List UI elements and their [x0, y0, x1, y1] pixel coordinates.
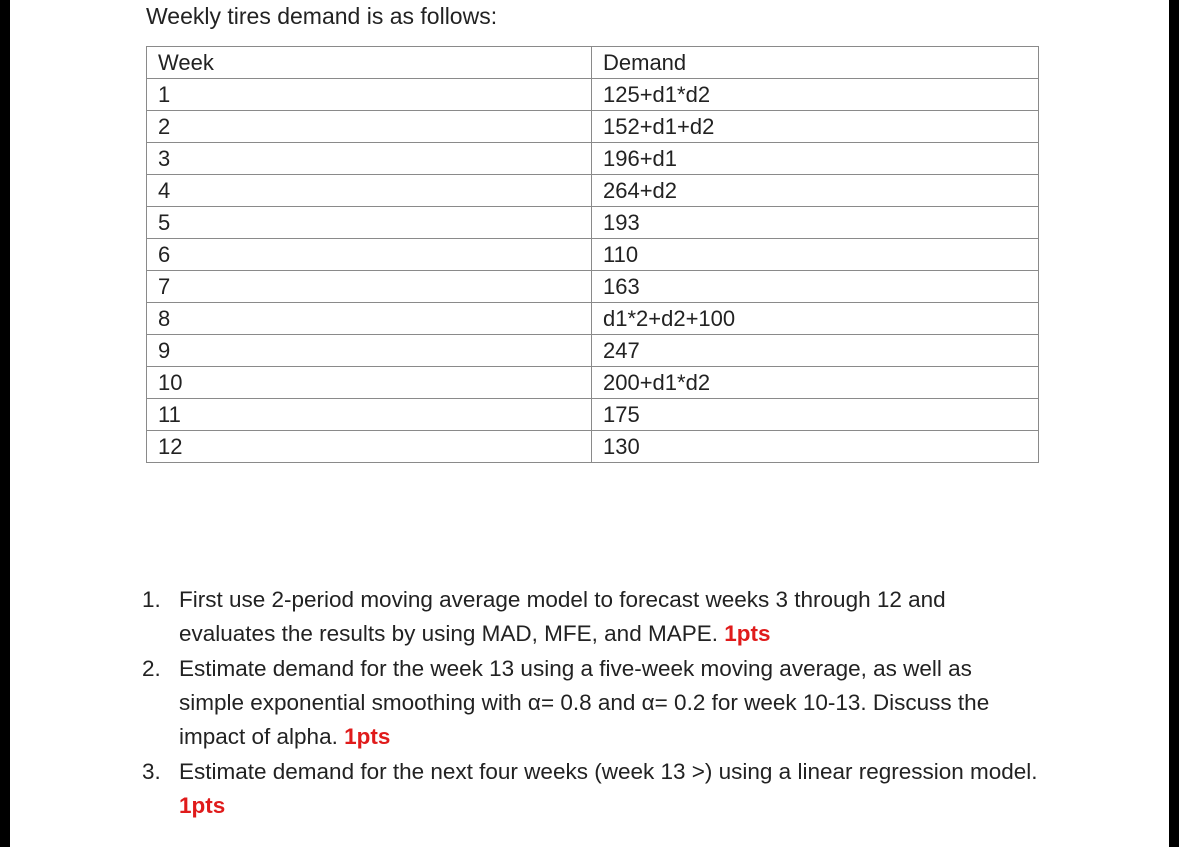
question-item — [142, 583, 1042, 651]
demand-cell: 130 — [592, 431, 1039, 463]
week-cell: 12 — [147, 431, 592, 463]
table-row — [147, 303, 1039, 335]
document-page — [10, 0, 1169, 847]
table-row — [147, 207, 1039, 239]
points-label: 1pts — [344, 724, 391, 749]
document-heading: Weekly tires demand is as follows: — [146, 3, 498, 29]
question-item — [142, 755, 1042, 823]
demand-cell: 196+d1 — [592, 143, 1039, 175]
question-list — [142, 583, 1042, 824]
demand-cell: 193 — [592, 207, 1039, 239]
question-number: 2. — [142, 656, 161, 681]
week-cell: 1 — [147, 79, 592, 111]
demand-cell: 110 — [592, 239, 1039, 271]
column-header-demand: Demand — [592, 47, 1039, 79]
demand-cell: 264+d2 — [592, 175, 1039, 207]
week-cell: 2 — [147, 111, 592, 143]
demand-cell: 175 — [592, 399, 1039, 431]
table-row — [147, 431, 1039, 463]
question-number: 3. — [142, 759, 161, 784]
question-text: First use 2-period moving average model to forecast weeks 3 through 12 and evaluates the results by using MAD, MFE, and MAPE. — [179, 587, 946, 646]
week-cell: 5 — [147, 207, 592, 239]
points-label: 1pts — [724, 621, 771, 646]
week-cell: 9 — [147, 335, 592, 367]
demand-cell: 163 — [592, 271, 1039, 303]
question-text: Estimate demand for the next four weeks (week 13 >) using a linear regression model. — [179, 759, 1038, 784]
table-row — [147, 399, 1039, 431]
week-cell: 7 — [147, 271, 592, 303]
question-item — [142, 652, 1042, 754]
week-cell: 10 — [147, 367, 592, 399]
table-row — [147, 111, 1039, 143]
week-cell: 11 — [147, 399, 592, 431]
table-row — [147, 367, 1039, 399]
demand-cell: 152+d1+d2 — [592, 111, 1039, 143]
week-cell: 4 — [147, 175, 592, 207]
table-row — [147, 335, 1039, 367]
table-row — [147, 175, 1039, 207]
demand-cell: 125+d1*d2 — [592, 79, 1039, 111]
points-label: 1pts — [179, 793, 226, 818]
demand-cell: 247 — [592, 335, 1039, 367]
table-row — [147, 79, 1039, 111]
table-row — [147, 143, 1039, 175]
table-row — [147, 239, 1039, 271]
demand-cell: 200+d1*d2 — [592, 367, 1039, 399]
demand-cell: d1*2+d2+100 — [592, 303, 1039, 335]
week-cell: 3 — [147, 143, 592, 175]
column-header-week: Week — [147, 47, 592, 79]
table-row — [147, 271, 1039, 303]
week-cell: 6 — [147, 239, 592, 271]
table-header-row — [147, 47, 1039, 79]
demand-table — [146, 46, 1039, 463]
question-number: 1. — [142, 587, 161, 612]
week-cell: 8 — [147, 303, 592, 335]
question-text: Estimate demand for the week 13 using a five-week moving average, as well as simple exponential smoothing with α= 0.8 and α= 0.2 for week 10-13. Discuss the impact of alpha. — [179, 656, 990, 749]
